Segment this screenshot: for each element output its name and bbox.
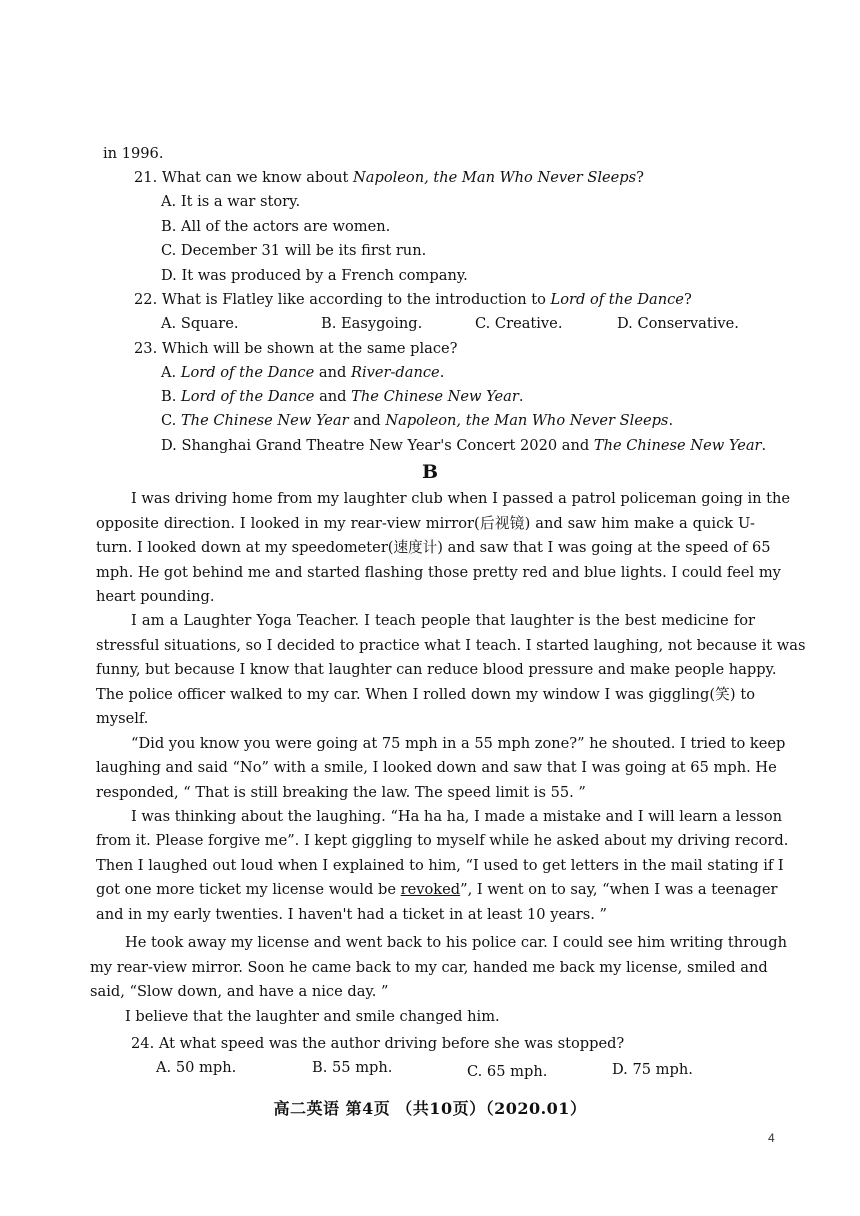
q23-option-c: C. The Chinese New Year and Napoleon, the Man Who Never Sleeps. <box>161 412 674 429</box>
passage-p4-line-1: I was thinking about the laughing. “Ha ha ha, I made a mistake and I will learn a lesson <box>131 808 783 825</box>
passage-p3-line-2: laughing and said “No” with a smile, I looked down and saw that I was going at 65 mph. He <box>96 759 777 776</box>
passage-p5-line-2: my rear-view mirror. Soon he came back to my car, handed me back my license, smiled and <box>90 959 768 976</box>
passage-p1-line-1: I was driving home from my laughter club when I passed a patrol policeman going in the <box>131 490 791 507</box>
q21-option-d: D. It was produced by a French company. <box>161 267 468 284</box>
passage-p3-line-1: “Did you know you were going at 75 mph in a 55 mph zone?” he shouted. I tried to keep <box>131 735 786 752</box>
page-number: 4 <box>768 1131 775 1145</box>
passage-p6: I believe that the laughter and smile changed him. <box>125 1008 500 1025</box>
question-21-stem: 21. What can we know about Napoleon, the Man Who Never Sleeps? <box>134 169 644 186</box>
q22-option-a: A. Square. <box>161 315 239 332</box>
question-24-stem: 24. At what speed was the author driving before she was stopped? <box>131 1035 625 1052</box>
question-23-stem: 23. Which will be shown at the same place? <box>134 340 458 357</box>
question-22-stem: 22. What is Flatley like according to the introduction to Lord of the Dance? <box>134 291 692 308</box>
intro-tail: in 1996. <box>103 145 164 162</box>
passage-p2-line-3: funny, but because I know that laughter can reduce blood pressure and make people happy. <box>96 661 777 678</box>
q22-option-d: D. Conservative. <box>617 315 739 332</box>
q23-option-a: A. Lord of the Dance and River-dance. <box>161 364 445 381</box>
passage-p3-line-3: responded, “ That is still breaking the law. The speed limit is 55. ” <box>96 784 586 801</box>
passage-p5-line-3: said, “Slow down, and have a nice day. ” <box>90 983 389 1000</box>
passage-p2-line-5: myself. <box>96 710 149 727</box>
q23-option-d: D. Shanghai Grand Theatre New Year's Concert 2020 and The Chinese New Year. <box>161 437 767 454</box>
section-heading: B <box>421 461 439 483</box>
page-footer: 高二英语 第4页 （共10页）（2020.01） <box>273 1099 587 1118</box>
underlined-word-revoked: revoked <box>400 881 461 898</box>
passage-p5-line-1: He took away my license and went back to his police car. I could see him writing through <box>125 934 788 951</box>
q21-option-b: B. All of the actors are women. <box>161 218 391 235</box>
q24-option-c: C. 65 mph. <box>467 1063 548 1080</box>
passage-p4-line-4: got one more ticket my license would be revoked”, I went on to say, “when I was a teenager <box>96 881 778 898</box>
passage-p1-line-5: heart pounding. <box>96 588 215 605</box>
passage-p2-line-1: I am a Laughter Yoga Teacher. I teach people that laughter is the best medicine for <box>131 612 755 629</box>
q24-option-a: A. 50 mph. <box>156 1059 237 1076</box>
passage-p2-line-2: stressful situations, so I decided to practice what I teach. I started laughing, not because it was <box>96 637 806 654</box>
passage-p4-line-5: and in my early twenties. I haven't had a ticket in at least 10 years. ” <box>96 906 608 923</box>
q24-option-b: B. 55 mph. <box>312 1059 393 1076</box>
passage-p1-line-3: turn. I looked down at my speedometer(速度计) and saw that I was going at the speed of 65 <box>96 539 771 556</box>
passage-p1-line-2: opposite direction. I looked in my rear-view mirror(后视镜) and saw him make a quick U- <box>96 515 755 532</box>
passage-p4-line-2: from it. Please forgive me”. I kept giggling to myself while he asked about my driving record. <box>96 832 789 849</box>
q22-option-c: C. Creative. <box>475 315 563 332</box>
q23-option-b: B. Lord of the Dance and The Chinese New Year. <box>161 388 524 405</box>
q22-option-b: B. Easygoing. <box>321 315 423 332</box>
q21-option-a: A. It is a war story. <box>161 193 301 210</box>
passage-p1-line-4: mph. He got behind me and started flashing those pretty red and blue lights. I could feel my <box>96 564 781 581</box>
q24-option-d: D. 75 mph. <box>612 1061 693 1078</box>
q21-option-c: C. December 31 will be its first run. <box>161 242 427 259</box>
passage-p4-line-3: Then I laughed out loud when I explained to him, “I used to get letters in the mail stating if I <box>96 857 784 874</box>
passage-p2-line-4: The police officer walked to my car. When I rolled down my window I was giggling(笑) to <box>96 686 755 703</box>
